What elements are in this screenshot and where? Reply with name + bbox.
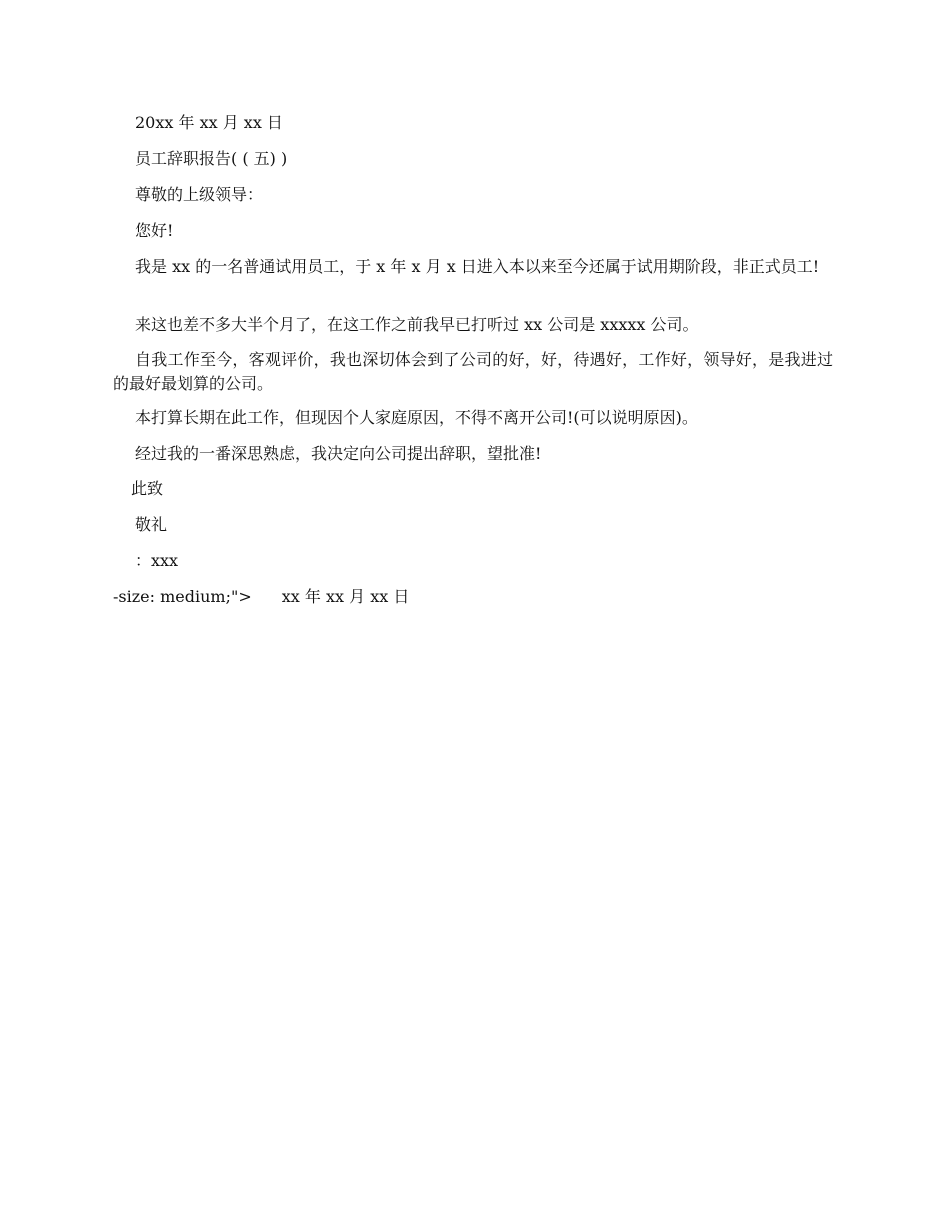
document-title: 员工辞职报告( ( 五) ) — [135, 149, 288, 168]
paragraph-3: 自我工作至今，客观评价，我也深切体会到了公司的好，好，待遇好，工作好，领导好，是我进过的最好最划算的公司。 — [113, 350, 833, 393]
date-top: 20xx 年 xx 月 xx 日 — [135, 113, 283, 132]
signature: ：xxx — [135, 551, 179, 570]
paragraph-4: 本打算长期在此工作，但现因个人家庭原因，不得不离开公司!(可以说明原因)。 — [135, 408, 698, 427]
paragraph-2: 来这也差不多大半个月了，在这工作之前我早已打听过 xx 公司是 xxxxx 公司。 — [135, 315, 699, 334]
paragraph-5: 经过我的一番深思熟虑，我决定向公司提出辞职，望批准! — [135, 444, 542, 463]
bottom-line — [113, 585, 833, 609]
closing-regards: 此致 — [131, 479, 164, 498]
salutation: 尊敬的上级领导： — [135, 185, 264, 204]
paragraph-1: 我是 xx 的一名普通试用员工，于 x 年 x 月 x 日进入本以来至今还属于试用期阶段，非正式员工! — [135, 257, 820, 276]
stray-markup-text: -size: medium;"> — [113, 587, 252, 606]
greeting: 您好! — [135, 221, 174, 240]
closing-salute: 敬礼 — [135, 515, 168, 534]
date-bottom: xx 年 xx 月 xx 日 — [281, 587, 410, 606]
